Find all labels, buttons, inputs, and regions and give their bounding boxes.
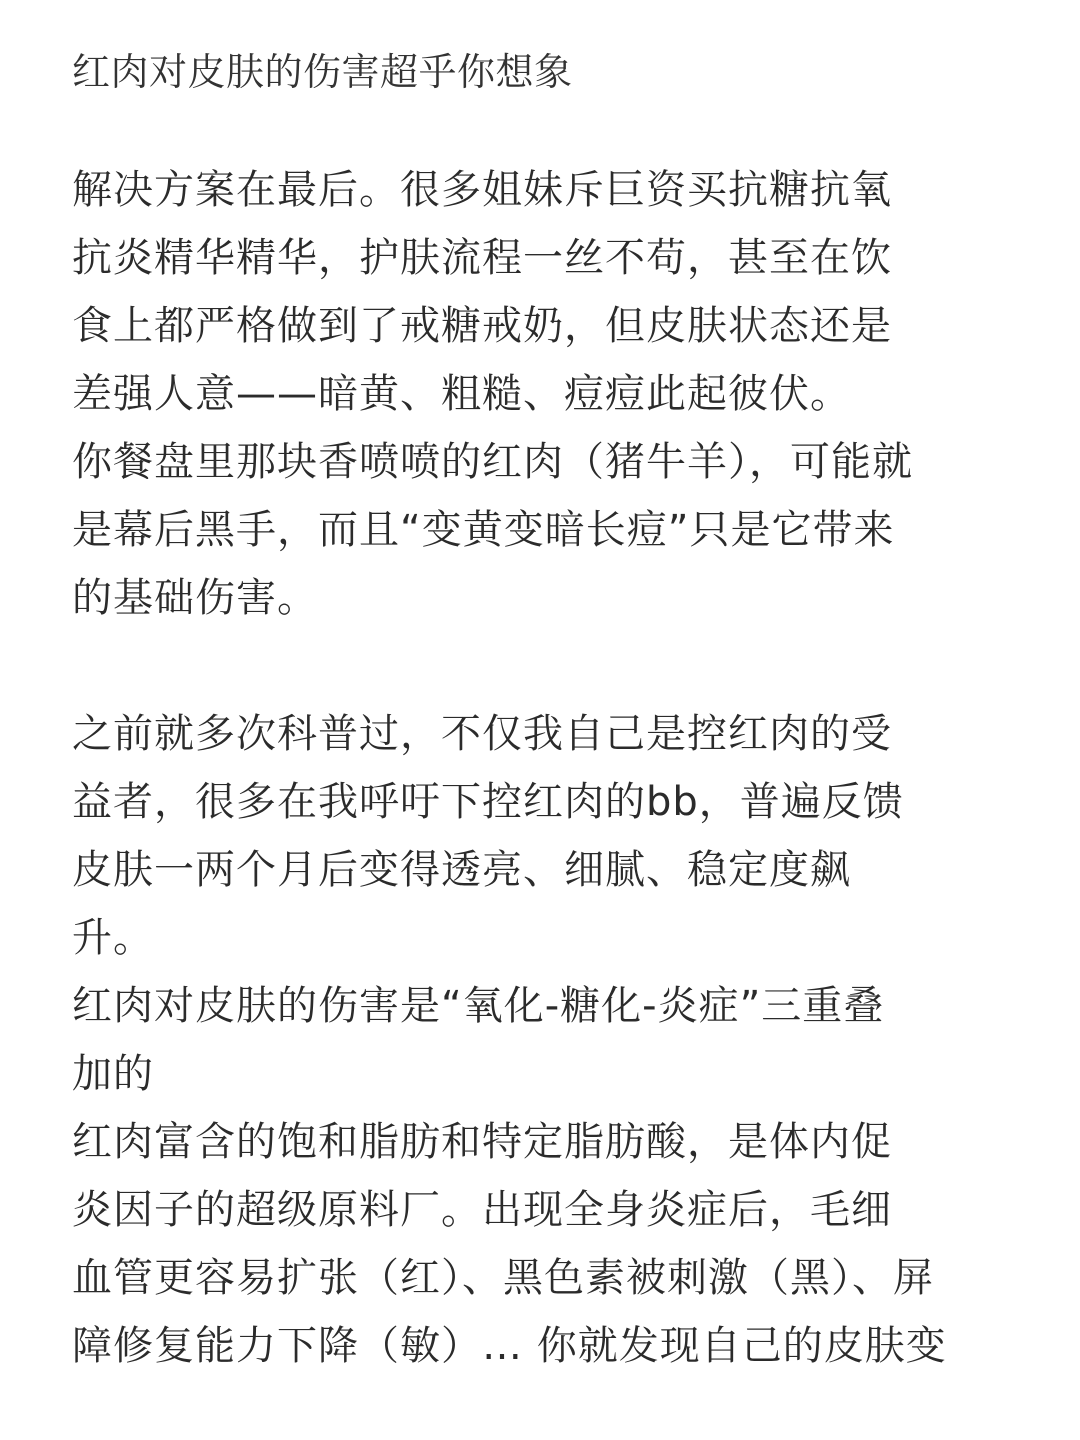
text-line: 血管更容易扩张（红）、黑色素被刺激（黑）、屏 [72, 1255, 934, 1301]
paragraph-intro [72, 156, 1002, 428]
spacer [72, 104, 1002, 156]
article-title: 红肉对皮肤的伤害超乎你想象 [72, 50, 573, 94]
text-line: 差强人意——暗黄、粗糙、痘痘此起彼伏。 [72, 371, 851, 417]
text-line: 食上都严格做到了戒糖戒奶，但皮肤状态还是 [72, 303, 892, 349]
article [72, 40, 1002, 1380]
paragraph-inflammation [72, 1108, 1002, 1380]
text-line: 炎因子的超级原料厂。出现全身炎症后，毛细 [72, 1187, 892, 1233]
text-line: 加的 [72, 1051, 154, 1097]
text-line: 你餐盘里那块香喷喷的红肉（猪牛羊），可能就 [72, 439, 913, 485]
text-line: 益者，很多在我呼吁下控红肉的bb，普遍反馈 [72, 779, 904, 825]
text-line: 是幕后黑手，而且“变黄变暗长痘”只是它带来 [72, 507, 895, 553]
text-line: 解决方案在最后。很多姐妹斥巨资买抗糖抗氧 [72, 167, 892, 213]
paragraph-triple-damage [72, 972, 1002, 1108]
text-line: 的基础伤害。 [72, 575, 318, 621]
text-line: 皮肤一两个月后变得透亮、细腻、稳定度飙 [72, 847, 851, 893]
paragraph-red-meat [72, 428, 1002, 632]
text-line: 抗炎精华精华，护肤流程一丝不苟，甚至在饮 [72, 235, 892, 281]
text-line: 红肉富含的饱和脂肪和特定脂肪酸，是体内促 [72, 1119, 892, 1165]
text-line: 红肉对皮肤的伤害是“氧化-糖化-炎症”三重叠 [72, 983, 885, 1029]
text-line: 升。 [72, 915, 154, 961]
text-line: 障修复能力下降（敏）… 你就发现自己的皮肤变 [72, 1323, 947, 1369]
paragraph-feedback [72, 700, 1002, 972]
text-line: 之前就多次科普过，不仅我自己是控红肉的受 [72, 711, 892, 757]
spacer [72, 632, 1002, 700]
